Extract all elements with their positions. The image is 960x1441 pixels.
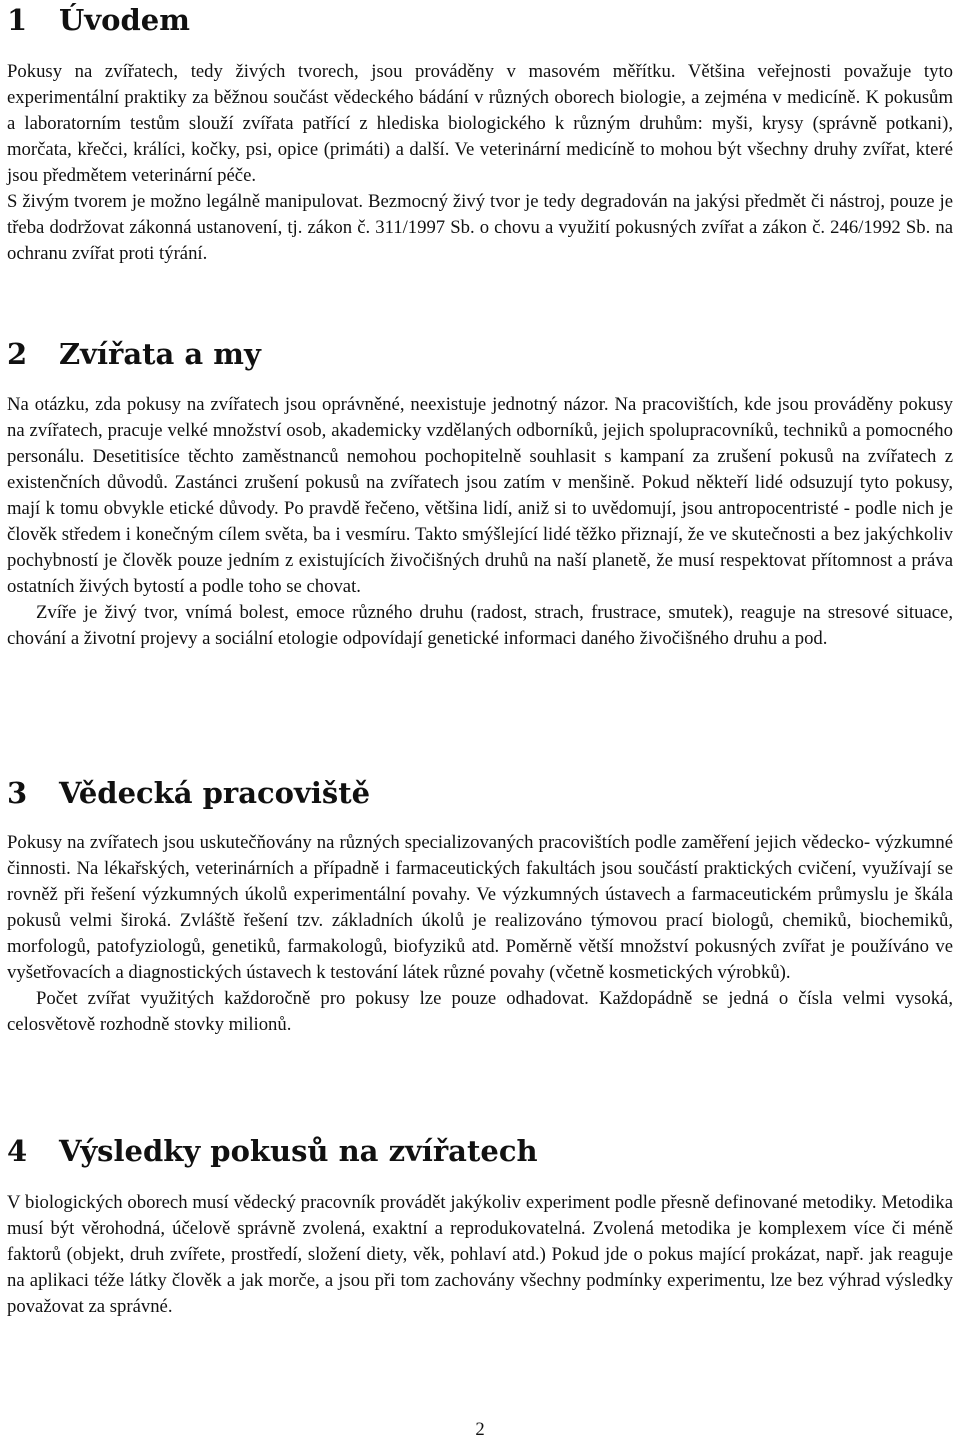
paragraph: Počet zvířat využitých každoročně pro pokusy lze pouze odhadovat. Každopádně se jedná o čísla velmi vysoká, celosvětově rozhodně stovky milionů.	[7, 988, 953, 1035]
paragraph: V biologických oborech musí vědecký pracovník provádět jakýkoliv experiment podle přesně definované metodiky. Metodika musí být věrohodná, účelově správně zvolená, exaktní a reprodukovatelná. Zvolená metodika je komplexem více či méně faktorů (objekt, druh zvířete, prostředí, složení diety, věk, pohlaví atd.) Pokud jde o pokus mající prokázat, např. jak reaguje na aplikaci téže látky člověk a jak morče, a jsou při tom zachovány všechny podmínky experimentu, lze bez výhrad výsledky považovat za správné.	[7, 1192, 953, 1317]
section-heading-3	[7, 776, 371, 810]
section-heading-4	[7, 1134, 538, 1168]
section-body-4	[7, 1190, 953, 1320]
paragraph: Pokusy na zvířatech jsou uskutečňovány na různých specializovaných pracovištích podle zaměření jejich vědecko- výzkumné činnosti. Na lékařských, veterinárních a případně i farmaceutických fakultách jsou součástí praktických cvičení, využívají se rovněž při řešení výzkumných úkolů experimentální povahy. Ve výzkumných ústavech a farmaceutickém průmyslu je škála pokusů velmi široká. Zvláště řešení tzv. základních úkolů je realizováno týmovou prací biologů, chemiků, biochemiků, morfologů, patofyziologů, genetiků, farmakologů, biofyziků atd. Poměrně větší množství pokusných zvířat je používáno ve vyšetřovacích a diagnostických ústavech k testování látek různé povahy (včetně kosmetických výrobků).	[7, 832, 953, 983]
section-title: Zvířata a my	[59, 337, 261, 371]
section-number: 2	[7, 337, 28, 371]
section-heading-1	[7, 3, 190, 37]
section-title: Vědecká pracoviště	[59, 776, 371, 810]
page-number: 2	[475, 1419, 485, 1440]
section-heading-2	[7, 337, 261, 371]
section-body-1	[7, 59, 953, 267]
paragraph: Zvíře je živý tvor, vnímá bolest, emoce různého druhu (radost, strach, frustrace, smutek), reaguje na stresové situace, chování a životní projevy a sociální etologie odpovídají genetické informaci daného živočišného druhu a pod.	[7, 602, 953, 649]
section-title: Úvodem	[59, 3, 190, 37]
paragraph: Na otázku, zda pokusy na zvířatech jsou oprávněné, neexistuje jednotný názor. Na pracovištích, kde jsou prováděny pokusy na zvířatech, pracuje velké množství osob, akademicky vzdělaných odborníků, jejich spolupracovníků, techniků a pomocného personálu. Desetitisíce těchto zaměstnanců nemohou pochopitelně souhlasit s kampaní za zrušení pokusů na zvířatech z existenčních důvodů. Zastánci zrušení pokusů na zvířatech jsou zatím v menšině. Pokud někteří lidé odsuzují tyto pokusy, mají k tomu obvykle etické důvody. Po pravdě řečeno, většina lidí, aniž si to uvědomují, jsou antropocentristé - podle nich je člověk středem i konečným cílem světa, ba i vesmíru. Takto smýšlející lidé těžko přiznají, že ve skutečnosti a bez jakýchkoliv pochybností je člověk pouze jedním z existujících živočišných druhů na naší planetě, že musí respektovat přítomnost a práva ostatních živých bytostí a podle toho se chovat.	[7, 394, 953, 597]
section-body-2	[7, 392, 953, 652]
section-title: Výsledky pokusů na zvířatech	[59, 1134, 538, 1168]
section-body-3	[7, 830, 953, 1038]
section-number: 1	[7, 3, 28, 37]
paragraph: Pokusy na zvířatech, tedy živých tvorech, jsou prováděny v masovém měřítku. Většina veřejnosti považuje tyto experimentální praktiky za běžnou součást vědeckého bádání v různých oborech biologie, a zejména v medicíně. K pokusům a laboratorním testům slouží zvířata patřící z hlediska biologického k různým druhům: myši, krysy (správně potkani), morčata, křečci, králíci, kočky, psi, opice (primáti) a další. Ve veterinární medicíně to mohou být všechny druhy zvířat, které jsou předmětem veterinární péče.	[7, 61, 953, 186]
section-number: 3	[7, 776, 28, 810]
section-number: 4	[7, 1134, 28, 1168]
paragraph: S živým tvorem je možno legálně manipulovat. Bezmocný živý tvor je tedy degradován na jakýsi předmět či nástroj, pouze je třeba dodržovat zákonná ustanovení, tj. zákon č. 311/1997 Sb. o chovu a využití pokusných zvířat a zákon č. 246/1992 Sb. na ochranu zvířat proti týrání.	[7, 191, 953, 264]
